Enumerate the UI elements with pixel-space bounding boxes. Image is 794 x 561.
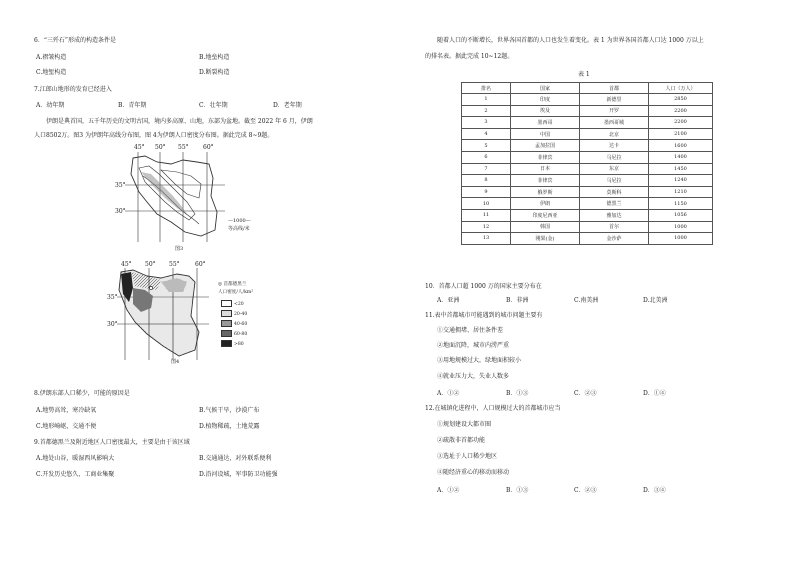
table-cell: 墨西哥城: [580, 117, 649, 129]
table-cell: 日本: [511, 163, 580, 175]
q12-item-3: ③选址于人口稀少地区: [437, 453, 498, 460]
fig3-lon-55: 55°: [178, 144, 189, 151]
table-cell: 韩国: [511, 221, 580, 233]
table-row: [462, 221, 713, 233]
fig4-map-drawing: [117, 268, 209, 360]
q10-option-b: B．非洲: [506, 297, 529, 304]
fig3-map-drawing: [125, 152, 225, 242]
table-cell: 2100: [649, 128, 713, 140]
q6-option-d: D.断裂构造: [199, 69, 230, 76]
figure-3-contour-map: [115, 144, 275, 254]
q6-option-a: A.褶皱构造: [36, 54, 67, 61]
fig3-lon-45: 45°: [134, 144, 145, 151]
intro-line-1: 伊朗是典首国，五千年历史的文明古国，境内多高原、山地，东部为盆地。截至 2022 年 6 月，伊朗: [46, 118, 313, 125]
table-cell: 印度尼西亚: [511, 209, 580, 221]
table-cell: 1000: [649, 233, 713, 245]
fig3-legend-label: 等高线/米: [228, 226, 250, 232]
q12-item-1: ①规划建设大都市圈: [437, 421, 492, 428]
table-title: 表 1: [578, 71, 590, 78]
table-header-row: [462, 83, 713, 94]
table-cell: 孟加拉国: [511, 140, 580, 152]
q7-stem: 7.江郎山地形的发育已经进入: [34, 86, 112, 93]
table-cell: 11: [462, 209, 511, 221]
q8-option-d: D.植物稀疏，土地荒露: [199, 423, 260, 430]
fig3-lon-50: 50°: [155, 144, 166, 151]
q9-option-b: B.交通通达，对外联系便利: [199, 455, 272, 462]
fig4-caption: 图4: [171, 359, 180, 365]
table-cell: 1450: [649, 163, 713, 175]
table-cell: 1150: [649, 198, 713, 210]
table-cell: 2200: [649, 105, 713, 117]
q11-item-1: ①交通拥堵、居住条件差: [437, 327, 504, 334]
table-header-country: 国家: [511, 83, 580, 94]
q7-option-b: B．青年期: [118, 102, 147, 109]
fig3-lat-35: 35°: [115, 182, 126, 189]
fig4-lat-35: 35°: [107, 294, 118, 301]
table-cell: 埃及: [511, 105, 580, 117]
q11-item-2: ②地面沉降，城市内涝严重: [437, 342, 510, 349]
table-cell: 1400: [649, 151, 713, 163]
table-cell: 1000: [649, 221, 713, 233]
table-cell: 马尼拉: [580, 151, 649, 163]
fig4-legend-60-80: 60-80: [221, 330, 247, 339]
q8-stem: 8.伊朗东部人口稀少，可能的原因是: [34, 390, 130, 397]
table-row: [462, 233, 713, 245]
table-row: [462, 175, 713, 187]
fig4-legend-40-60: 40-60: [221, 320, 247, 329]
table-cell: 6: [462, 151, 511, 163]
table-cell: 10: [462, 198, 511, 210]
fig4-lon-50: 50°: [145, 261, 156, 268]
q12-item-2: ②疏散非首都功能: [437, 437, 486, 444]
q11-option-a: A．①②: [437, 390, 460, 397]
q12-stem: 12.在城镇化进程中，人口规模过大的首都城市应当: [425, 405, 561, 412]
q8-option-a: A.地势高耸，寒冷缺氧: [36, 407, 97, 414]
fig3-caption: 图3: [175, 246, 184, 252]
table-cell: 1600: [649, 140, 713, 152]
q7-option-a: A．幼年期: [36, 102, 65, 109]
table-cell: 1056: [649, 209, 713, 221]
q10-option-d: D.北美洲: [643, 297, 668, 304]
table-header-population: 人口（万人）: [649, 83, 713, 94]
table-cell: 印度: [511, 94, 580, 106]
q8-option-c: C.地形崎岖，交通不便: [36, 423, 97, 430]
table-cell: 2850: [649, 94, 713, 106]
q10-option-a: A．亚洲: [437, 297, 460, 304]
table-row: [462, 94, 713, 106]
q12-item-4: ④随经济重心的移动而移动: [437, 469, 510, 476]
table-cell: 7: [462, 163, 511, 175]
table-row: [462, 198, 713, 210]
q12-option-d: D．③④: [643, 487, 666, 494]
q12-option-c: C．②③: [574, 487, 597, 494]
table-row: [462, 140, 713, 152]
capital-population-table: [461, 82, 713, 245]
fig3-legend-line: —1000—: [228, 218, 251, 224]
table-cell: 9: [462, 186, 511, 198]
table-cell: 13: [462, 233, 511, 245]
fig4-lon-60: 60°: [195, 261, 206, 268]
q11-option-d: D．①④: [643, 390, 666, 397]
q6-option-b: B.地垒构造: [199, 54, 230, 61]
q12-option-b: B．①③: [506, 487, 529, 494]
fig3-lon-60: 60°: [203, 144, 214, 151]
table-cell: 开罗: [580, 105, 649, 117]
table-cell: 4: [462, 128, 511, 140]
table-cell: 1: [462, 94, 511, 106]
table-cell: 刚果(金): [511, 233, 580, 245]
fig4-lon-45: 45°: [121, 261, 132, 268]
table-row: [462, 105, 713, 117]
table-cell: 北京: [580, 128, 649, 140]
table-cell: 伊朗: [511, 198, 580, 210]
table-cell: 达卡: [580, 140, 649, 152]
q10-option-c: C.南美洲: [574, 297, 599, 304]
q11-option-b: B．①③: [506, 390, 529, 397]
right-intro-line-1: 随着人口的不断增长，世界各国首都的人口也发生着变化。表 1 为世界各国首都人口达 1000 万以上: [437, 37, 704, 44]
fig4-lat-30: 30°: [107, 321, 118, 328]
table-cell: 墨西哥: [511, 117, 580, 129]
table-header-capital: 首都: [580, 83, 649, 94]
table-cell: 新德里: [580, 94, 649, 106]
table-row: [462, 117, 713, 129]
q11-option-c: C．②③: [574, 390, 597, 397]
table-cell: 菲律宾: [511, 151, 580, 163]
figure-4-density-map: [107, 261, 275, 371]
fig4-legend-20-40: 20-40: [221, 310, 247, 319]
table-row: [462, 186, 713, 198]
q11-stem: 11.表中首都城市可能遇到的城市问题主要有: [425, 312, 543, 319]
table-cell: 2: [462, 105, 511, 117]
fig4-lon-55: 55°: [169, 261, 180, 268]
table-cell: 5: [462, 140, 511, 152]
q11-item-4: ④就业压力大，失业人数多: [437, 373, 510, 380]
q10-stem: 10．首都人口超 1000 万的国家主要分布在: [425, 283, 542, 290]
q9-option-c: C.开发历史悠久，工商业集聚: [36, 471, 115, 478]
intro-line-2: 人口8502万。图3 为伊朗年高线分布图，图 4为伊朗人口密度分布图。据此完成 8~9题。: [34, 132, 274, 139]
q6-stem: 6．“三歼石”形成的构造条件是: [34, 37, 116, 44]
fig3-lat-30: 30°: [115, 208, 126, 215]
table-cell: 8: [462, 175, 511, 187]
q6-option-c: C.地堑构造: [36, 69, 67, 76]
q9-option-a: A.地处山谷，暖湿西风影响大: [36, 455, 115, 462]
table-cell: 1210: [649, 186, 713, 198]
table-cell: 雅加达: [580, 209, 649, 221]
fig4-legend-capital: ◎ 首都德黑兰: [218, 282, 247, 287]
table-cell: 莫斯科: [580, 186, 649, 198]
table-row: [462, 163, 713, 175]
table-cell: 12: [462, 221, 511, 233]
table-row: [462, 209, 713, 221]
table-cell: 首尔: [580, 221, 649, 233]
table-row: [462, 151, 713, 163]
q9-stem: 9.首都德黑兰及附近地区人口密度最大，主要是由于该区域: [34, 439, 190, 446]
fig4-legend-title: 人口密度/人/km²: [218, 290, 254, 295]
q12-option-a: A．①②: [437, 487, 460, 494]
table-header-rank: 排名: [462, 83, 511, 94]
q11-item-3: ③用地规模过大，绿地面积较小: [437, 357, 522, 364]
table-cell: 3: [462, 117, 511, 129]
table-cell: 德黑兰: [580, 198, 649, 210]
q8-option-b: B.气候干旱，沙漠广布: [199, 407, 260, 414]
fig4-legend-lt20: <20: [221, 300, 244, 309]
table-cell: 东京: [580, 163, 649, 175]
q7-option-d: D．老年期: [273, 102, 302, 109]
q9-option-d: D.沿河设城，军事防卫功能强: [199, 471, 278, 478]
q7-option-c: C．壮年期: [199, 102, 228, 109]
fig4-legend-gt80: >80: [221, 340, 244, 349]
table-cell: 2200: [649, 117, 713, 129]
table-cell: 金沙萨: [580, 233, 649, 245]
table-row: [462, 128, 713, 140]
table-cell: 马尼拉: [580, 175, 649, 187]
table-cell: 1240: [649, 175, 713, 187]
table-cell: 俄罗斯: [511, 186, 580, 198]
table-cell: 中国: [511, 128, 580, 140]
table-cell: 菲律宾: [511, 175, 580, 187]
right-intro-line-2: 的排名表。据此完成 10~12题。: [425, 53, 514, 60]
